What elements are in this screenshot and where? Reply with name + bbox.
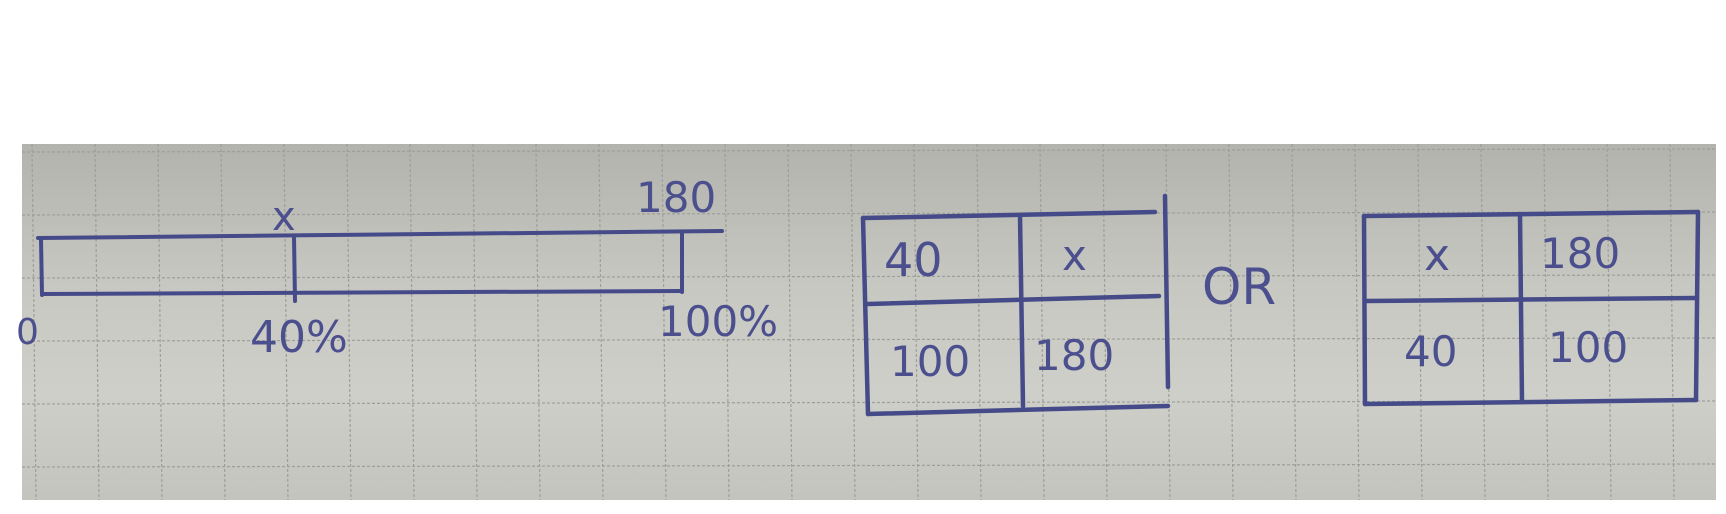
grid-line-horizontal bbox=[22, 149, 1716, 152]
grid-line-vertical bbox=[473, 144, 477, 500]
table-left-left-border bbox=[863, 218, 868, 414]
bar-model bbox=[16, 173, 778, 363]
bar-zero-label: 0 bbox=[16, 312, 39, 353]
grid-paper-drawing bbox=[16, 144, 1716, 500]
table-left-middle-line bbox=[868, 296, 1159, 304]
grid-line-vertical bbox=[1481, 144, 1485, 500]
table-left-center-line bbox=[1020, 215, 1023, 406]
grid-line-vertical bbox=[221, 144, 225, 500]
table-right-cell-r1c1: x bbox=[1424, 230, 1451, 281]
table-left-right-border bbox=[1165, 196, 1168, 387]
proportion-table-right bbox=[1364, 212, 1698, 404]
grid-line-vertical bbox=[1292, 144, 1296, 500]
table-right-middle-line bbox=[1365, 298, 1696, 301]
bar-x-label: x bbox=[272, 194, 296, 240]
table-left-cell-r2c2: 180 bbox=[1034, 331, 1115, 380]
grid-line-vertical bbox=[599, 144, 603, 500]
grid-line-vertical bbox=[1544, 144, 1548, 500]
grid-line-vertical bbox=[158, 144, 162, 500]
table-left-top-border bbox=[863, 212, 1155, 218]
grid-line-vertical bbox=[788, 144, 792, 500]
grid-line-vertical bbox=[851, 144, 855, 500]
grid-line-horizontal bbox=[22, 275, 1716, 278]
table-right-cell-r2c1: 40 bbox=[1404, 327, 1458, 376]
table-left-cell-r1c2: x bbox=[1062, 231, 1087, 280]
proportion-table-left bbox=[863, 196, 1168, 414]
grid-line-vertical bbox=[536, 144, 540, 500]
bar-x-divider bbox=[294, 236, 295, 301]
grid-line-vertical bbox=[1040, 144, 1044, 500]
bar-full-percent-label: 100% bbox=[658, 297, 779, 346]
grid-line-vertical bbox=[95, 144, 99, 500]
table-right-bottom-border bbox=[1365, 400, 1696, 404]
grid-line-vertical bbox=[1670, 144, 1674, 500]
table-left-cell-r2c1: 100 bbox=[890, 337, 971, 386]
table-left-cell-r1c1: 40 bbox=[884, 233, 943, 287]
bar-bottom-line bbox=[42, 291, 682, 294]
bar-top-line bbox=[38, 231, 722, 238]
bar-x-percent-label: 40% bbox=[250, 312, 348, 363]
grid-line-vertical bbox=[977, 144, 981, 500]
table-left-bottom-border bbox=[868, 406, 1168, 414]
table-right-left-border bbox=[1364, 216, 1365, 404]
or-label: OR bbox=[1202, 258, 1277, 316]
grid-line-vertical bbox=[914, 144, 918, 500]
grid-line-vertical bbox=[1355, 144, 1359, 500]
grid-line-vertical bbox=[410, 144, 414, 500]
bar-left-edge bbox=[41, 239, 42, 295]
table-right-cell-r2c2: 100 bbox=[1548, 323, 1629, 372]
grid-line-vertical bbox=[1607, 144, 1611, 500]
bar-total-label: 180 bbox=[636, 173, 717, 222]
grid-line-horizontal bbox=[22, 464, 1716, 467]
grid-line-vertical bbox=[1418, 144, 1422, 500]
grid-paper-photo bbox=[16, 144, 1716, 500]
grid-line-vertical bbox=[1103, 144, 1107, 500]
grid-line-vertical bbox=[1229, 144, 1233, 500]
table-right-cell-r1c2: 180 bbox=[1540, 229, 1621, 278]
table-right-center-line bbox=[1520, 214, 1522, 402]
table-right-right-border bbox=[1696, 212, 1698, 400]
